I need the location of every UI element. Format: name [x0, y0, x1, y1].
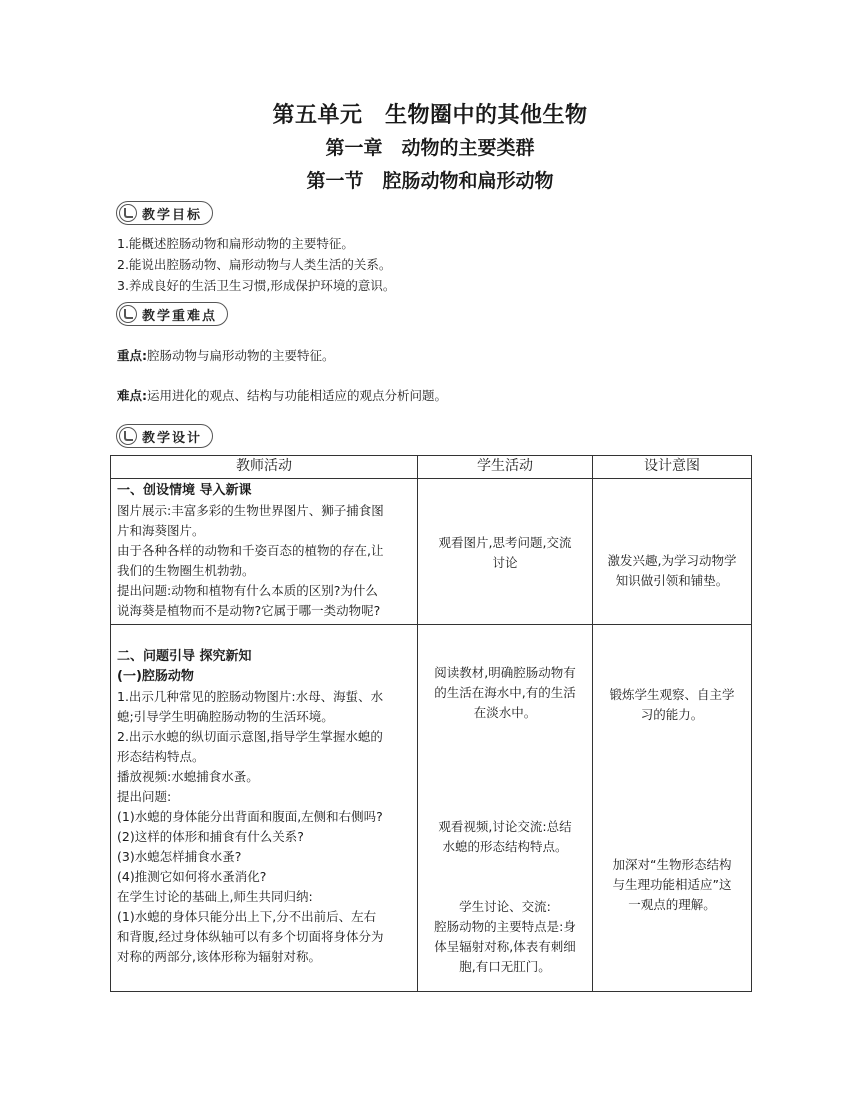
book-icon	[119, 305, 137, 323]
text-line: 加深对“生物形态结构	[612, 857, 732, 872]
teaching-design-badge	[116, 424, 213, 448]
badge-label: 教学目标	[142, 207, 203, 223]
chapter-title: 第一章 动物的主要类群	[325, 137, 535, 159]
text-line: 我们的生物圈生机勃勃。	[117, 563, 255, 578]
text-line: 提出问题:	[117, 789, 172, 804]
text-line: 片和海葵图片。	[117, 523, 205, 538]
intent-cell	[593, 625, 752, 992]
text-line: 阅读教材,明确腔肠动物有	[434, 665, 576, 680]
text-line: 在学生讨论的基础上,师生共同归纳:	[117, 889, 313, 904]
text-line: 水螅的形态结构特点。	[442, 839, 568, 854]
text-line: 说海葵是植物而不是动物?它属于哪一类动物呢?	[117, 603, 381, 618]
unit-title: 第五单元 生物圈中的其他生物	[272, 103, 588, 128]
text-line: (4)推测它如何将水蚤消化?	[117, 869, 267, 884]
text-line: 与生理功能相适应”这	[612, 877, 732, 892]
text-line: 对称的两部分,该体形称为辐射对称。	[117, 949, 321, 964]
table-row	[111, 625, 752, 992]
text-line: 锻炼学生观察、自主学	[609, 687, 735, 702]
text-line: 讨论	[492, 555, 518, 570]
difficult-point-label: 难点:	[117, 388, 147, 403]
difficult-point-text: 运用进化的观点、结构与功能相适应的观点分析问题。	[147, 388, 448, 403]
text-line: 螅;引导学生明确腔肠动物的生活环境。	[117, 709, 334, 724]
book-icon	[119, 204, 137, 222]
goal-item: 1.能概述腔肠动物和扁形动物的主要特征。	[117, 236, 354, 251]
header-student: 学生活动	[418, 456, 593, 479]
badge-label: 教学设计	[142, 430, 203, 446]
text-line: (1)水螅的身体只能分出上下,分不出前后、左右	[117, 909, 377, 924]
student-cell	[418, 625, 593, 992]
text-line: 形态结构特点。	[117, 749, 205, 764]
text-line: 1.出示几种常见的腔肠动物图片:水母、海蜇、水	[117, 689, 384, 704]
text-line: 播放视频:水螅捕食水蚤。	[117, 769, 259, 784]
goals-list	[117, 233, 395, 296]
header-intent: 设计意图	[593, 456, 752, 479]
table-header-row	[111, 456, 752, 479]
table-row	[111, 479, 752, 625]
goal-item: 3.养成良好的生活卫生习惯,形成保护环境的意识。	[117, 278, 396, 293]
text-line: 观看图片,思考问题,交流	[438, 535, 572, 550]
lesson-design-table	[110, 455, 752, 992]
teaching-goals-badge	[116, 201, 213, 225]
teacher-cell	[111, 625, 418, 992]
sub-heading: (一)腔肠动物	[117, 669, 194, 684]
text-line: (3)水螅怎样捕食水蚤?	[117, 849, 242, 864]
text-line: 习的能力。	[640, 707, 704, 722]
teacher-cell	[111, 479, 418, 625]
section-heading: 一、创设情境 导入新课	[117, 483, 252, 498]
text-line: 学生讨论、交流:	[459, 899, 551, 914]
text-line: (1)水螅的身体能分出背面和腹面,左侧和右侧吗?	[117, 809, 383, 824]
section-title: 第一节 腔肠动物和扁形动物	[306, 170, 554, 192]
text-line: 激发兴趣,为学习动物学	[607, 553, 737, 568]
header-teacher: 教师活动	[111, 456, 418, 479]
text-line: 体呈辐射对称,体表有刺细	[434, 939, 576, 954]
book-icon	[119, 427, 137, 445]
intent-cell	[593, 479, 752, 625]
section-heading: 二、问题引导 探究新知	[117, 649, 252, 664]
key-point-text: 腔肠动物与扁形动物的主要特征。	[147, 348, 335, 363]
text-line: 在淡水中。	[473, 705, 537, 720]
goal-item: 2.能说出腔肠动物、扁形动物与人类生活的关系。	[117, 257, 392, 272]
difficult-point	[117, 386, 447, 404]
key-point	[117, 346, 335, 364]
text-line: 一观点的理解。	[628, 897, 716, 912]
text-line: 2.出示水螅的纵切面示意图,指导学生掌握水螅的	[117, 729, 383, 744]
text-line: 观看视频,讨论交流:总结	[438, 819, 572, 834]
text-line: 图片展示:丰富多彩的生物世界图片、狮子捕食图	[117, 503, 384, 518]
text-line: 腔肠动物的主要特点是:身	[434, 919, 576, 934]
text-line: (2)这样的体形和捕食有什么关系?	[117, 829, 304, 844]
text-line: 由于各种各样的动物和千姿百态的植物的存在,让	[117, 543, 384, 558]
key-point-label: 重点:	[117, 348, 147, 363]
text-line: 和背腹,经过身体纵轴可以有多个切面将身体分为	[117, 929, 384, 944]
text-line: 的生活在海水中,有的生活	[434, 685, 576, 700]
text-line: 知识做引领和铺垫。	[615, 573, 729, 588]
badge-label: 教学重难点	[142, 308, 218, 324]
text-line: 提出问题:动物和植物有什么本质的区别?为什么	[117, 583, 378, 598]
key-difficult-points-badge	[116, 302, 228, 326]
text-line: 胞,有口无肛门。	[459, 959, 551, 974]
student-cell	[418, 479, 593, 625]
